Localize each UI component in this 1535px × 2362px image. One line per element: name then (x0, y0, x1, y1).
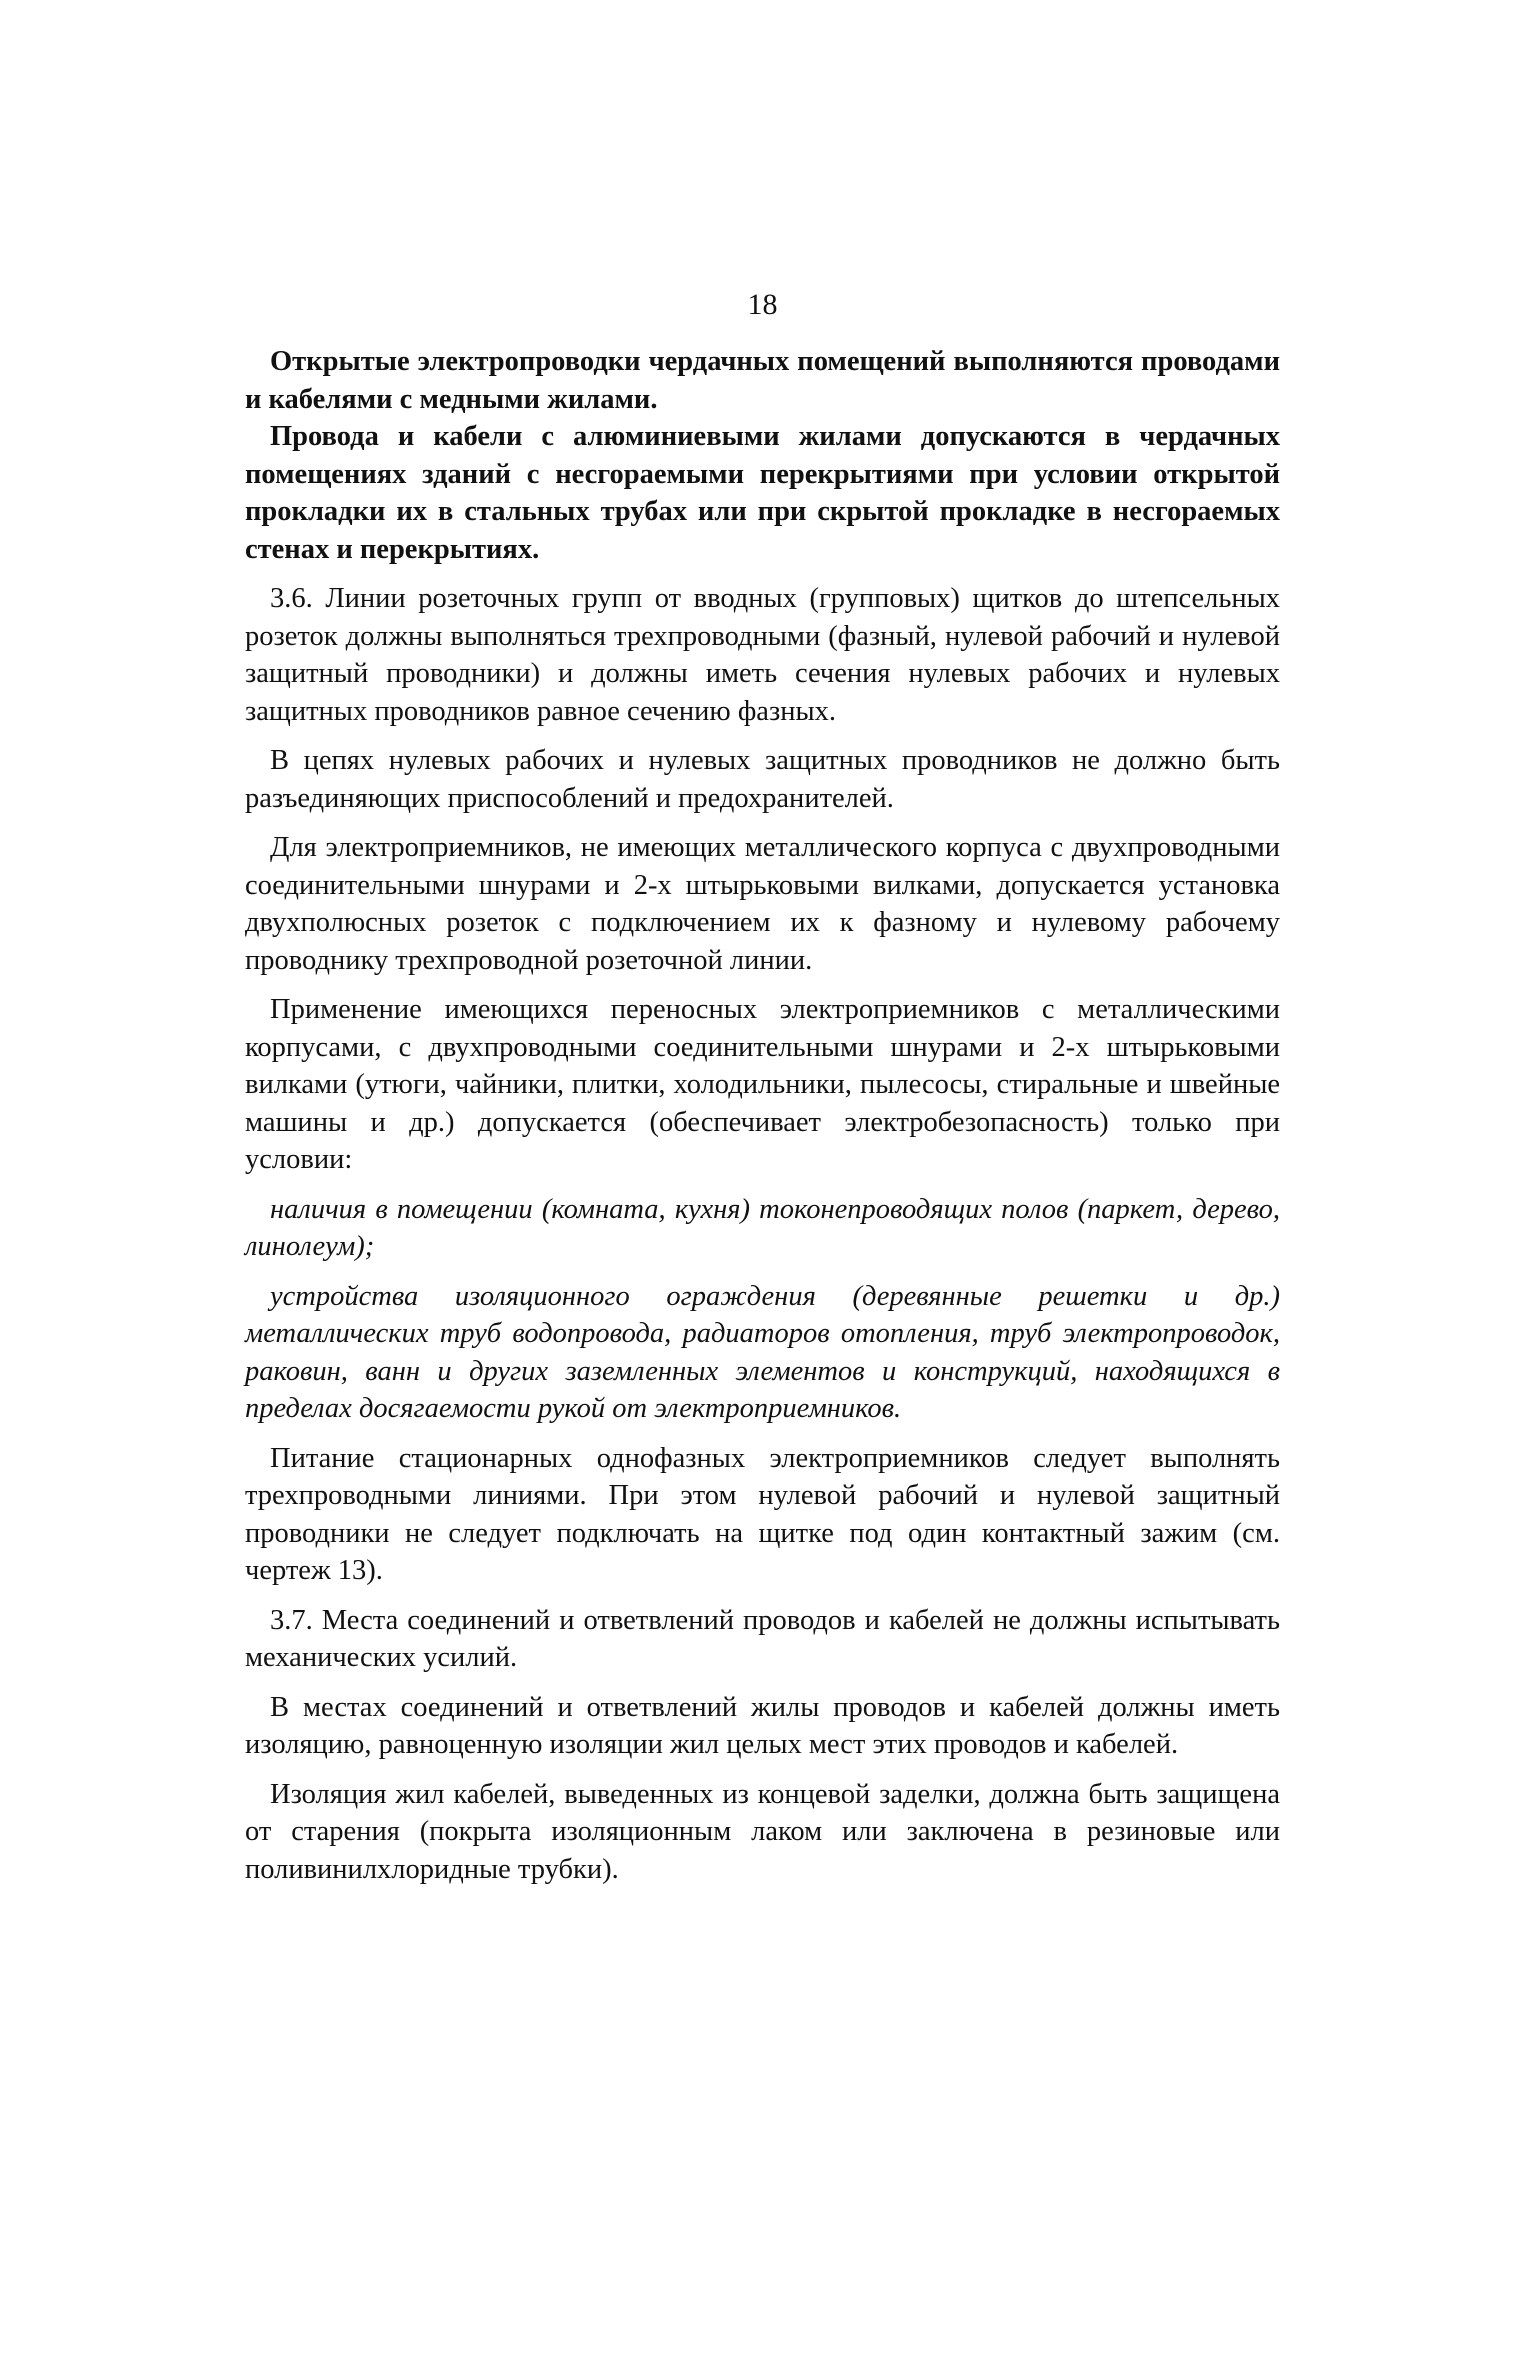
paragraph-joint-insulation: В местах соединений и ответвлений жилы проводов и кабелей должны иметь изоляцию, равноценную изоляции жил целых мест этих проводов и кабелей. (245, 1691, 1280, 1760)
document-page (245, 285, 1280, 1888)
paragraph-section-3-6: 3.6. Линии розеточных групп от вводных (групповых) щитков до штепсельных розеток должны выполняться трехпроводными (фазный, нулевой рабочий и нулевой защитный проводники) и должны иметь сечения нулевых рабочих и нулевых защитных проводников равное сечению фазных. (245, 583, 1280, 727)
paragraph-neutral-circuits: В цепях нулевых рабочих и нулевых защитных проводников не должно быть разъединяющих приспособлений и предохранителей. (245, 745, 1280, 814)
paragraph-condition-barriers: устройства изоляционного ограждения (деревянные решетки и др.) металлических труб водопровода, радиаторов отопления, труб электропроводок, раковин, ванн и других заземленных элементов и конструкций, находящихся в пределах досягаемости рукой от электроприемников. (245, 1280, 1280, 1424)
paragraph-portable-appliances: Применение имеющихся переносных электроприемников с металлическими корпусами, с двухпроводными соединительными шнурами и 2-х штырьковыми вилками (утюги, чайники, плитки, холодильники, пылесосы, стиральные и швейные машины и др.) допускается (обеспечивает электробезопасность) только при условии: (245, 994, 1280, 1175)
paragraph-two-pole-sockets: Для электроприемников, не имеющих металлического корпуса с двухпроводными соединительными шнурами и 2-х штырьковыми вилками, допускается установка двухполюсных розеток с подключением их к фазному и нулевому рабочему проводнику трехпроводной розеточной линии. (245, 832, 1280, 976)
page-number: 18 (747, 288, 778, 321)
paragraph-open-wiring: Открытые электропроводки чердачных помещений выполняются проводами и кабелями с медными жилами. (245, 346, 1280, 415)
paragraph-stationary-supply: Питание стационарных однофазных электроприемников следует выполнять трехпроводными линиями. При этом нулевой рабочий и нулевой защитный проводники не следует подключать на щитке под один контактный зажим (см. чертеж 13). (245, 1442, 1280, 1586)
paragraph-condition-floors: наличия в помещении (комната, кухня) токонепроводящих полов (паркет, дерево, линолеум); (245, 1193, 1280, 1262)
paragraph-section-3-7: 3.7. Места соединений и ответвлений проводов и кабелей не должны испытывать механических усилий. (245, 1604, 1280, 1673)
paragraph-cable-insulation: Изоляция жил кабелей, выведенных из концевой заделки, должна быть защищена от старения (покрыта изоляционным лаком или заключена в резиновые или поливинилхлоридные трубки). (245, 1778, 1280, 1885)
paragraph-aluminium-wires: Провода и кабели с алюминиевыми жилами допускаются в чердачных помещениях зданий с несгораемыми перекрытиями при условии открытой прокладки их в стальных трубах или при скрытой прокладке в несгораемых стенах и перекрытиях. (245, 421, 1280, 565)
